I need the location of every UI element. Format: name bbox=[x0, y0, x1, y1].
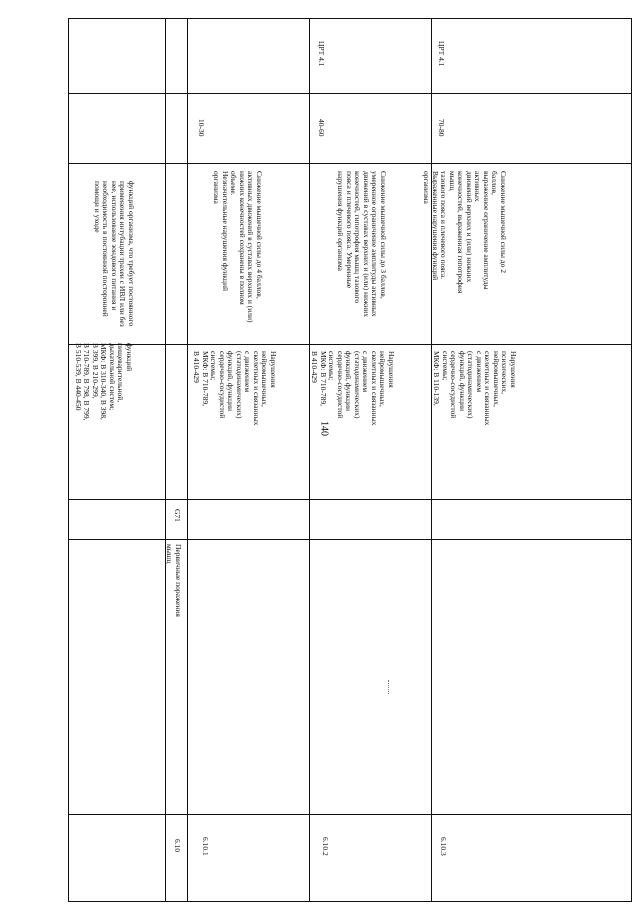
row-rule-description bbox=[69, 344, 631, 345]
row-6-10-1-impairment: Нарушения нейромышечных, скелетных и связанных с движением (статодинамических) функций, функции сердечно-сосудистой системы; МКФ: В 710-789, В 410-429 bbox=[192, 351, 278, 426]
row-6-10-2-code: 6.10.2 bbox=[321, 837, 330, 856]
row-6-10-3-note: ЦРТ 4.1 bbox=[437, 41, 446, 67]
row-6-10-3-impairment: Нарушения психических, нейромышечных, скелетных и связанных с движением (статодинамических) функций, функции сердечно-сосудистой системы; МКФ: В 110-139, bbox=[432, 351, 518, 426]
row-rule-percent bbox=[69, 163, 631, 164]
row-6-10-code: 6.10 bbox=[173, 839, 182, 853]
row-6-10-2-percent: 40-60 bbox=[317, 119, 326, 137]
row-6-10-2-impairment: Нарушения нейромышечных, скелетных и связанных с движением (статодинамических) функций, функции сердечно-сосудистой системы; МКФ: В 710-789, В 410-429 bbox=[310, 351, 396, 426]
row-6-10-3-code: 6.10.3 bbox=[439, 837, 448, 856]
page-number: 140 bbox=[318, 421, 330, 436]
col-rule-1 bbox=[165, 19, 166, 901]
row-6-10-1-code: 6.10.1 bbox=[201, 837, 210, 856]
scan-mark bbox=[388, 680, 390, 694]
row-6-10-1-description: Снижение мышечной силы до 4 баллов, активных движений в суставах верхних и (или) нижних конечностей сохранены в полном объеме. Незначительные нарушения функций организма bbox=[212, 171, 264, 323]
row-6-10-3-percent: 70-80 bbox=[437, 119, 446, 137]
row-rule-code bbox=[69, 814, 631, 815]
col-rule-4 bbox=[431, 19, 432, 901]
row-6-10-3-description: Снижение мышечной силы до 2 баллов, выраженное ограничение амплитуды активных движений верхних и (или) нижних конечностей, выраженная гипотрофия мышц тазового пояса и плечевого пояса. Выраженные нарушения функций организма bbox=[422, 171, 508, 294]
col-rule-2 bbox=[187, 19, 188, 901]
row-6-10-name: Первичные поражения мышц bbox=[165, 544, 183, 617]
row-6-10-2-description: Снижение мышечной силы до 3 баллов, умеренное ограничение амплитуды активных движений в суставах верхних и (или) нижних конечностей, гипотрофия мышц тазового пояса и плечевого пояса. Умеренные нарушения функций организма bbox=[336, 171, 388, 318]
row-6-10-1-percent: 10-30 bbox=[197, 119, 206, 137]
row-6-10-2-note: ЦРТ 4.1 bbox=[317, 41, 326, 67]
row-rule-impairment bbox=[69, 499, 631, 500]
row-6-10-icd: G71 bbox=[173, 509, 182, 522]
document-table bbox=[68, 18, 632, 902]
row-rule-top bbox=[69, 93, 631, 94]
continued-description-text: функций организма, что требует постоянного применения интубации трахеи с ИВЛ или без нее, использование зондового питания и необходимость в постоянной посторонней помощи и уходе bbox=[93, 181, 136, 327]
row-rule-icd bbox=[69, 539, 631, 540]
col-rule-3 bbox=[309, 19, 310, 901]
continued-impairment-text: функций пищеварительной, дыхательной систем; МКФ: В 310-340, В 398, В 399, В 210-299, В 710-789, В 798, В 799, В 510-539, В 440-450 bbox=[74, 343, 134, 421]
